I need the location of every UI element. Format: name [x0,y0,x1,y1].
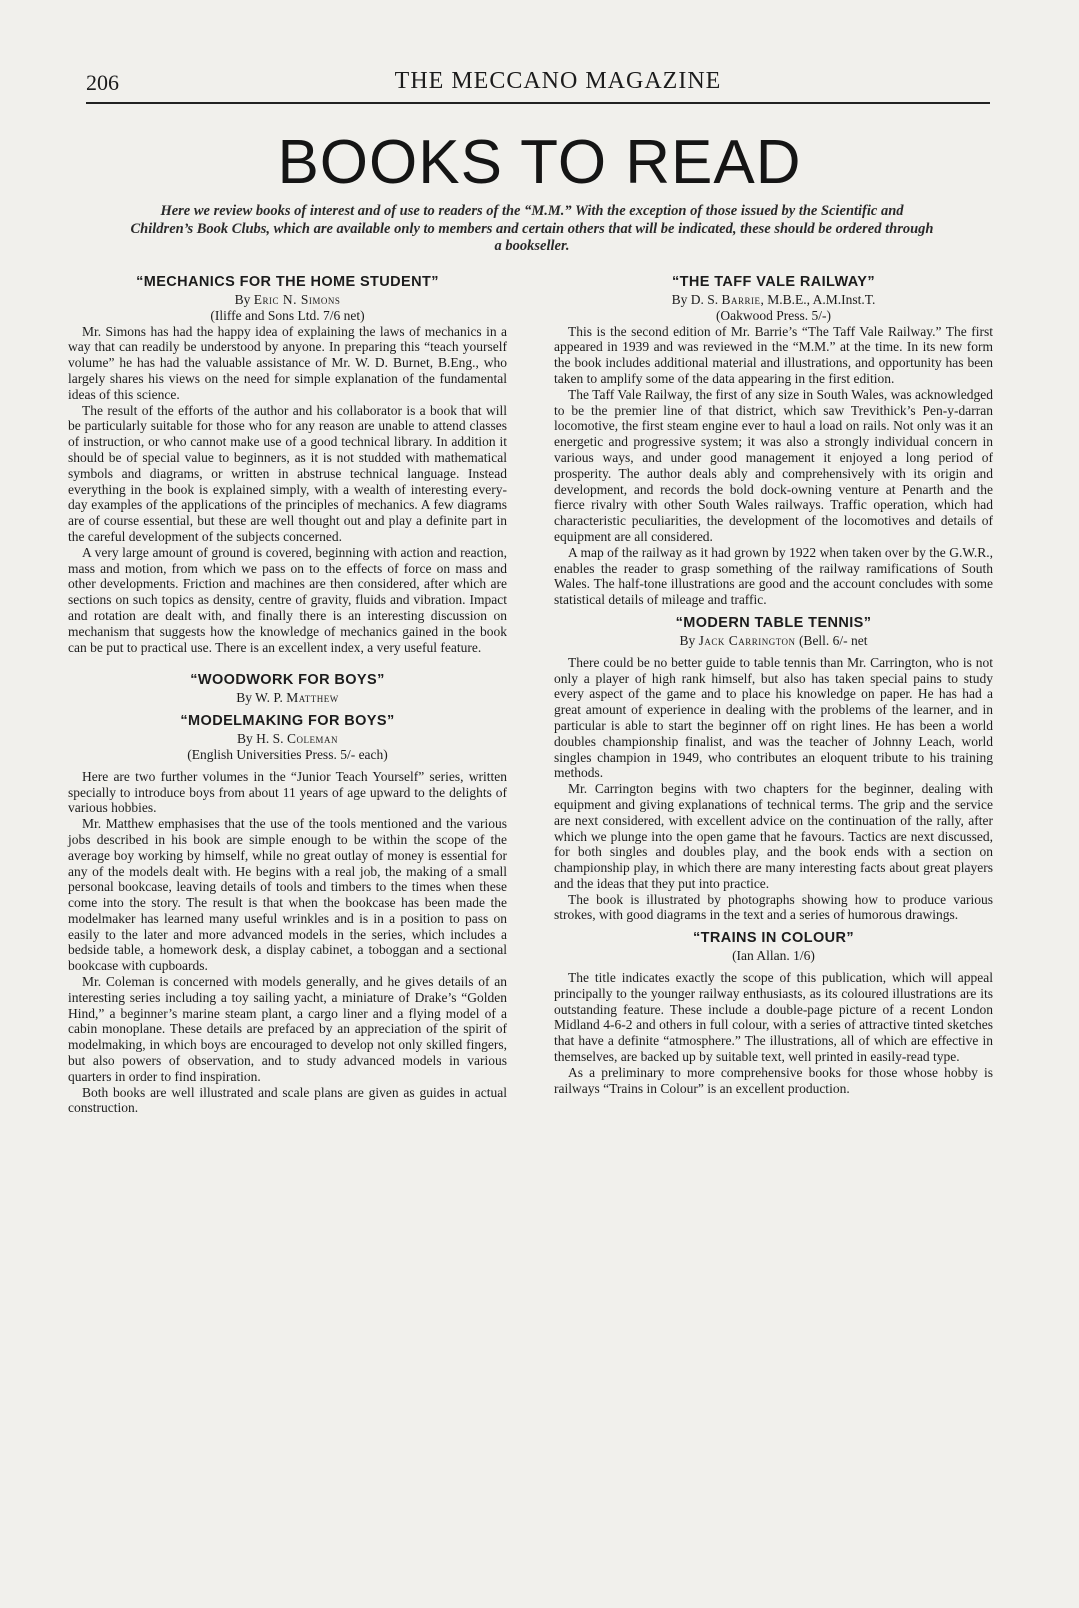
review-heading: “MECHANICS FOR THE HOME STUDENT” [136,274,439,290]
review-heading: “MODELMAKING FOR BOYS” [180,713,395,730]
review-publisher: (Ian Allan. 1/6) [732,948,815,964]
review-publisher: (Bell. 6/- net [795,632,868,648]
review-byline: By Jack Carrington (Bell. 6/- net [679,632,868,648]
review-paragraph: The book is illustrated by photographs showing how to produce various strokes, with good diagrams in the text and a series of humorous drawings. [554,891,993,923]
review-heading: “THE TAFF VALE RAILWAY” [671,274,876,290]
review-author: Eric N. Simons [253,292,341,307]
review-table-tennis [554,614,993,923]
review-heading: “TRAINS IN COLOUR” [692,930,855,947]
review-woodwork [68,671,507,706]
review-paragraph: Both books are well illustrated and scale plans are given as guides in actual construction. [68,1084,507,1116]
review-heading: “WOODWORK FOR BOYS” [190,672,385,689]
review-paragraph: Mr. Coleman is concerned with models generally, and he gives details of an interesting series including a toy sailing yacht, a miniature of Drake’s “Golden Hind,” a beginner’s marine steam plant, a cargo liner and a flying model of a cabin monoplane. These details are prefaced by an appreciation of the spirit of modelmaking, in which boys are encouraged to develop not only skilled fingers, but also powers of observation, and to study advanced models in various quarters in order to find inspiration. [68,974,507,1084]
review-paragraph: Mr. Carrington begins with two chapters for the beginner, dealing with equipment and giving explanations of technical terms. The grip and the service are next considered, with excellent advice on the continuation of the rally, after which we plunge into the open game that he favours. Tactics are next discussed, for both singles and doubles play, and the book ends with a section on championship play, in which there are many interesting facts about great players and the ideas that they put into practice. [554,781,993,891]
review-trains-in-colour [554,929,993,1096]
review-author: Barrie [721,292,761,307]
review-paragraph: As a preliminary to more comprehensive books for those whose hobby is railways “Trains in Colour” is an excellent production. [554,1064,993,1096]
review-paragraph: A very large amount of ground is covered, beginning with action and reaction, mass and motion, from which we pass on to the effects of force on mass and other developments. Friction and machines are then considered, after which are sections on such topics as density, centre of gravity, fluids and vibration. Impact and rotation are dealt with, and finally there is an interesting discussion on mechanism that suggests how the knowledge of mechanics gained in the book can be put to practical use. There is an excellent index, a very useful feature. [68,544,507,655]
review-paragraph: This is the second edition of Mr. Barrie’s “The Taff Vale Railway.” The first appeared in 1939 and was reviewed in the “M.M.” at the time. In its new form the book includes additional material and illustrations, and opportunity has been taken to amplify some of the data appearing in the first edition. [554,323,993,386]
review-mechanics [68,273,507,655]
intro-text: Here we review books of interest and of use to readers of the “M.M.” With the exception of those issued by the Scientific and Children’s Book Clubs, which are available only to members and certain others that will be indicated, these should be ordered through a bookseller. [130,203,934,254]
review-author: Coleman [286,731,338,747]
review-paragraph: The title indicates exactly the scope of this publication, which will appeal principally to the younger railway enthusiasts, as its coloured illustrations are its outstanding feature. These include a double-page picture of a recent London Midland 4-6-2 and others in full colour, with a series of attractive tinted sketches that have a definite “atmosphere.” The illustrations, all of which are effective in themselves, are backed up by suitable text, well printed in easily-read type. [554,970,993,1065]
review-paragraph: Mr. Matthew emphasises that the use of the tools mentioned and the various jobs described in his book are simple enough to be within the scope of the average boy working by himself, while no great outlay of money is essential for any of the models dealt with. He begins with a real job, the making of a small personal bookcase, leaving details of tools and timbers to the times when these come into the story. The result is that when the bookcase has been made the modelmaker has learned many useful wrinkles and is in a position to pass on easily to the later and more advanced models in the series, which includes a bedside table, a homework desk, a display cabinet, a toboggan and a sectional bookcase with cupboards. [68,816,507,974]
review-publisher: (Oakwood Press. 5/-) [715,307,832,323]
review-author: Jack Carrington [698,632,796,648]
review-paragraph: A map of the railway as it had grown by 1922 when taken over by the G.W.R., enables the reader to grasp something of the railway ramifications of South Wales. The half-tone illustrations are good and the account concludes with some statistical details of mileage and traffic. [554,544,993,608]
page-number: 206 [86,70,119,95]
review-publisher: (Iliffe and Sons Ltd. 7/6 net) [210,307,365,323]
review-paragraph: The result of the efforts of the author and his collaborator is a book that will be particularly suitable for those who for any reason are unable to attend classes of instruction, or who cannot make use of a good technical library. In addition it should be of special value to beginners, as it is not studded with mathematical symbols and diagrams, or written in abstruse technical language. Instead everything in the book is explained simply, with a wealth of interesting every-day examples of the applications of the principles of mechanics. A few diagrams are of course essential, but these are well thought out and play a definite part in the careful development of the subjects concerned. [68,402,507,544]
review-paragraph: Mr. Simons has had the happy idea of explaining the laws of mechanics in a way that can readily be understood by anyone. In preparing this “teach yourself volume” he has had the valuable assistance of Mr. W. D. Burnet, B.Eng., who largely shares his views on the need for simple explanation of the fundamental ideas of this science. [68,323,507,402]
right-column [554,273,993,1096]
review-paragraph: Here are two further volumes in the “Junior Teach Yourself” series, written specially to introduce boys from about 11 years of age upward to the delights of various hobbies. [68,768,507,816]
review-paragraph: The Taff Vale Railway, the first of any size in South Wales, was acknowledged to be the premier line of that district, which saw Trevithick’s Pen-y-darran locomotive, the first steam engine ever to haul a load on rails. Not only was it an energetic and progressive system; it was also a strongly individual concern in various ways, and under good management it enjoyed a long period of prosperity. The author deals ably and comprehensively with its origin and development, and records the bold dock-owning venture at Penarth and the fierce rivalry with other South Wales railways. Traffic operation, which had characteristic peculiarities, the development of the locomotives and details of equipment are all considered. [554,386,993,544]
left-column [68,273,507,1116]
review-author: Matthew [286,690,339,706]
review-paragraph: There could be no better guide to table tennis than Mr. Carrington, who is not only a player of high rank himself, but also has taken special pains to study every aspect of the game and to place his knowledge on paper. He has had a great amount of experience in dealing with the problems of the learner, and in particular is able to start the beginner off on right lines. He has been a world doubles championship finalist, and was the teacher of Johnny Leach, world singles champion in 1949, who contributes an eloquent tribute to his training methods. [554,654,993,781]
review-publisher: (English Universities Press. 5/- each) [187,746,388,762]
running-header [86,70,990,104]
page-title: BOOKS TO READ [277,128,802,197]
review-byline: By H. S. Coleman [237,731,338,747]
review-modelmaking [68,712,507,1116]
review-byline: By Eric N. Simons [234,292,341,307]
review-byline: By D. S. Barrie, M.B.E., A.M.Inst.T. [671,292,876,307]
magazine-title: THE MECCANO MAGAZINE [394,68,722,94]
review-taff-vale [554,273,993,608]
review-byline: By W. P. Matthew [236,690,339,706]
review-heading: “MODERN TABLE TENNIS” [675,614,872,631]
